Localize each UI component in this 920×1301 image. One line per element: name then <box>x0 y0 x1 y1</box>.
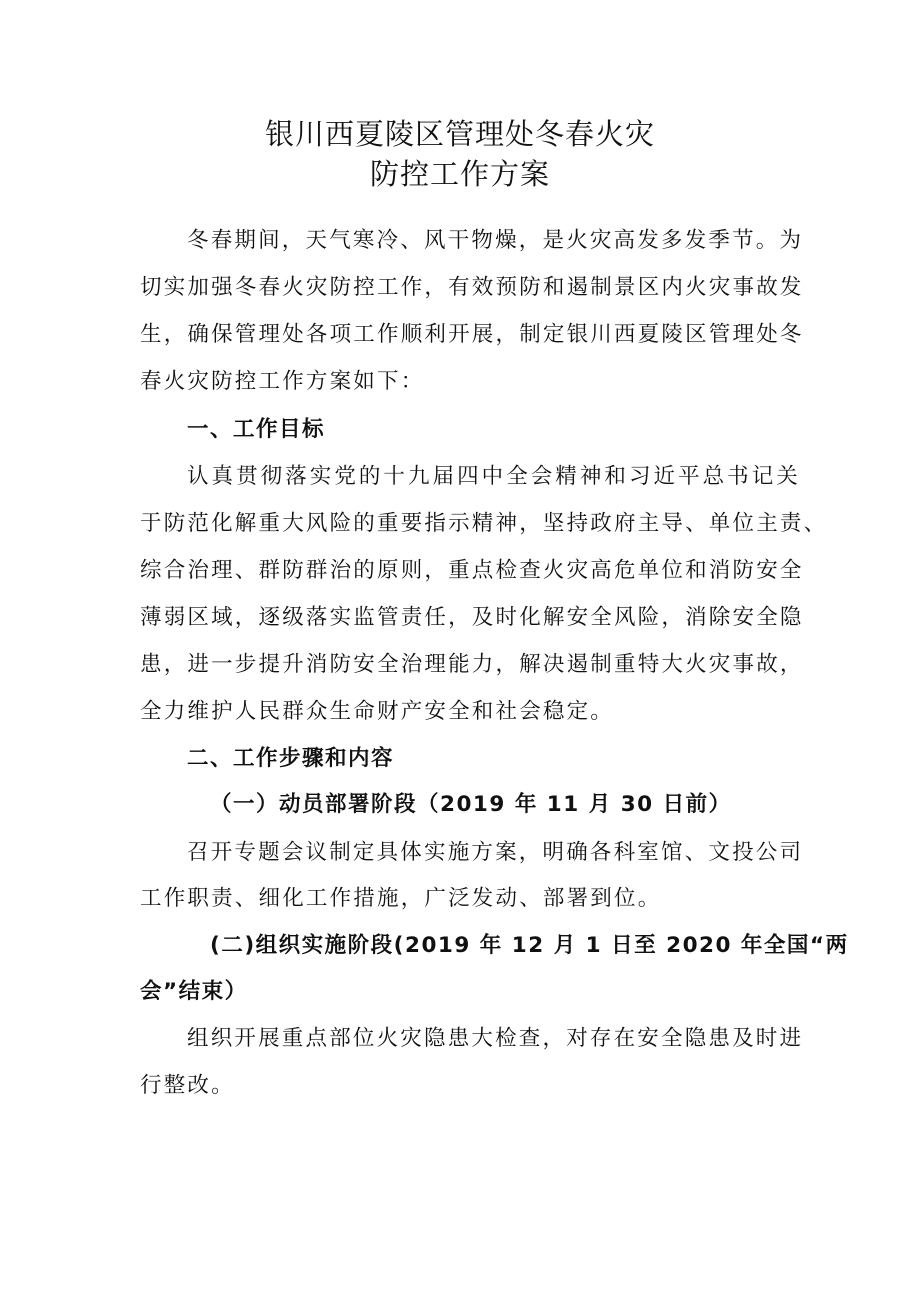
stage-1-body-line: 工作职责、细化工作措施，广泛发动、部署到位。 <box>140 886 662 911</box>
section-1-heading: 一、工作目标 <box>187 417 326 442</box>
section-1-body-line: 薄弱区域，逐级落实监管责任，及时化解安全风险，消除安全隐 <box>140 605 804 630</box>
section-1-body-line: 综合治理、群防群治的原则，重点检查火灾高危单位和消防安全 <box>140 558 804 583</box>
stage-2-heading: (二)组织实施阶段(2019 年 12 月 1 日至 2020 年全国“两 <box>210 933 849 958</box>
intro-line: 冬春期间，天气寒冷、风干物燥，是火灾高发多发季节。为 <box>187 228 804 253</box>
section-1-body-line: 认真贯彻落实党的十九届四中全会精神和习近平总书记关 <box>187 464 800 489</box>
document-title-line-1: 银川西夏陵区管理处冬春火灾 <box>264 117 655 151</box>
document-title-line-2: 防控工作方案 <box>369 157 550 191</box>
stage-1-heading: （一）动员部署阶段（2019 年 11 月 30 日前） <box>210 792 732 817</box>
section-1-body-line: 于防范化解重大风险的重要指示精神，坚持政府主导、单位主责、 <box>140 511 828 536</box>
stage-2-heading-cont: 会”结束） <box>140 979 248 1004</box>
intro-line: 切实加强冬春火灾防控工作，有效预防和遏制景区内火灾事故发 <box>140 275 804 300</box>
intro-line: 春火灾防控工作方案如下： <box>140 369 425 394</box>
stage-2-body-line: 行整改。 <box>140 1073 235 1098</box>
stage-2-body-line: 组织开展重点部位火灾隐患大检查，对存在安全隐患及时进 <box>187 1026 804 1051</box>
section-1-body-line: 患，进一步提升消防安全治理能力，解决遏制重特大火灾事故， <box>140 652 804 677</box>
section-1-body-line: 全力维护人民群众生命财产安全和社会稳定。 <box>140 699 615 724</box>
section-2-heading: 二、工作步骤和内容 <box>187 746 395 771</box>
intro-line: 生，确保管理处各项工作顺利开展，制定银川西夏陵区管理处冬 <box>140 322 804 347</box>
stage-1-body-line: 召开专题会议制定具体实施方案，明确各科室馆、文投公司 <box>187 840 804 865</box>
